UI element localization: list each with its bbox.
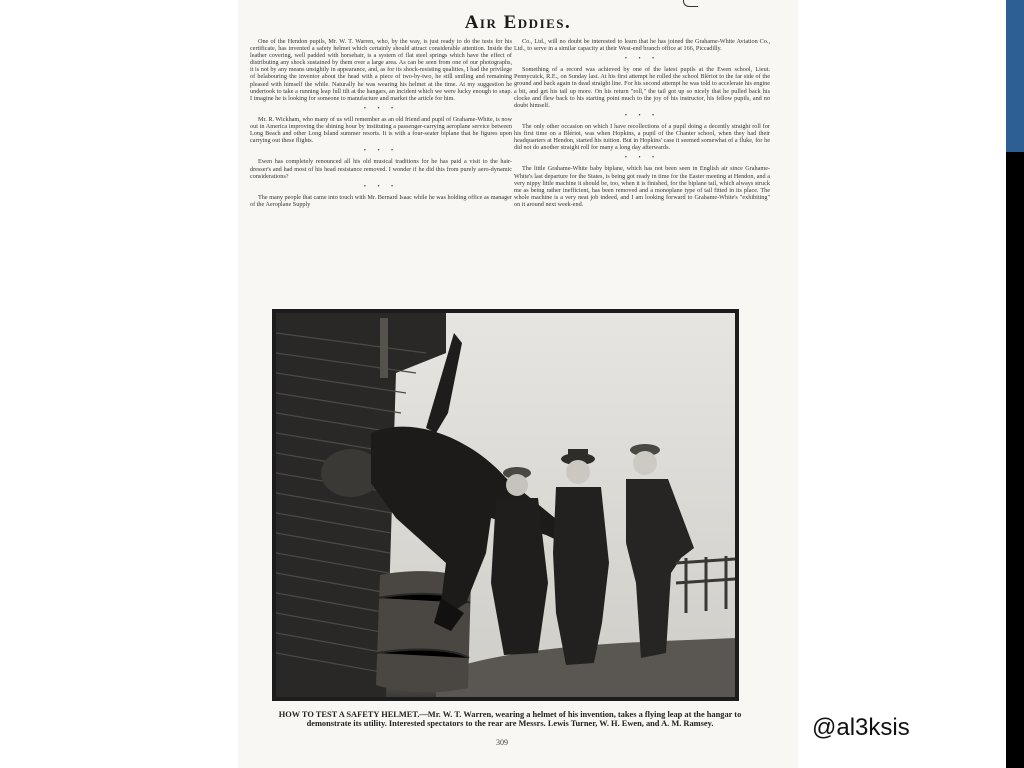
paragraph: Mr. R. Wickham, who many of us will remember as an old friend and pupil of Grahame-White, is now out in America improving the shining hour by instituting a passenger-carrying aeroplane service between Long Beach and other Long Island summer resorts. It is with a four-seater biplane that he figures upon carrying out these flights. — [250, 115, 512, 145]
slide-side-bar — [1006, 0, 1024, 768]
left-column — [250, 38, 512, 212]
article-title: Air Eddies. — [464, 12, 572, 33]
separator: • • • — [363, 148, 399, 155]
paragraph: The many people that came into touch with Mr. Bernard Isaac while he was holding office as manager of the Aeroplane Supply — [250, 193, 512, 208]
photo-scene — [276, 313, 735, 697]
slide-accent-bar — [1006, 0, 1024, 152]
paragraph: Co., Ltd., will no doubt be interested to learn that he has joined the Grahame-White Aviation Co., Ltd., to serve in a similar capacity at their West-end branch office at 166, Piccadilly. — [514, 38, 770, 53]
separator: • • • — [624, 155, 660, 162]
separator: • • • — [363, 183, 399, 190]
separator: • • • — [363, 105, 399, 112]
paragraph: One of the Hendon pupils, Mr. W. T. Warren, who, by the way, is just ready to do the tests for his certificate, has invented a safety helmet which certainly should attract considerable attention. Inside the leather covering, well padded with horsehair, is a system of flat steel springs which have the effect of distributing any shock sustained by them over a large area. As can be seen from one of our photographs, it is not by any means unsightly in appearance, and, as for its shock-resisting qualities, I had the privilege of belabouring the inventor about the head with a piece of two-by-two, he still smiling and remaining pleased with himself the while. Naturally he was wearing his helmet at the time. At my suggestion he undertook to take a running leap full tilt at the hangars, an incident which we were lucky enough to snap. I imagine he is looking for someone to manufacture and market the article for him. — [250, 38, 512, 102]
paragraph: Ewen has completely renounced all his old musical traditions for he has paid a visit to the hair-dresser's and had most of his head resistance removed. I wonder if he did this from purely aero-dynamic considerations? — [250, 158, 512, 180]
separator: • • • — [624, 112, 660, 119]
page-number: 309 — [496, 738, 508, 747]
right-column — [514, 38, 770, 212]
photo-caption: HOW TO TEST A SAFETY HELMET.—Mr. W. T. Warren, wearing a helmet of his invention, takes a flying leap at the hangar to demonstrate its utility. Interested spectators to the rear are Messrs. Lewis Turner, W. H. Ewen, and A. M. Ramsey. — [278, 710, 742, 729]
twitter-handle: @al3ksis — [812, 714, 910, 741]
separator: • • • — [624, 56, 660, 63]
paragraph: Something of a record was achieved by one of the latest pupils at the Ewen school, Lieut. Pennycuick, R.E., on Sunday last. At his first attempt he rolled the school Blériot to the far side of the ground and back again in dead straight line. For his second attempt he was told to accelerate his engine a bit, and get his tail up more. On his return "roll," the tail got up so nicely that he pulled back his clocke and flew back to his starting point much to the joy of his instructor, his fellow pupils, and no doubt himself. — [514, 66, 770, 109]
paragraph: The little Grahame-White baby biplane, which has not been seen in English air since Grahame-White's last departure for the States, is being got ready in time for the Easter meeting at Hendon, and a very nippy little machine it should be, too, when it is finished, for the biplane tail, which always struck me as being rather inefficient, has been removed and a monoplane type of tail fitted in its place. The whole machine is a very neat job indeed, and I am looking forward to Grahame-White's "exhibiting" on it around next week-end. — [514, 165, 770, 208]
helmet-test-photo — [272, 309, 739, 701]
photo-illustration — [276, 313, 735, 697]
page-corner-mark — [683, 0, 698, 7]
paragraph: The only other occasion on which I have recollections of a pupil doing a decently straight roll for his first time on a Blériot, was when Hopkins, a pupil of the Chanter school, when they had their headquarters at Hendon, started his tuition. But in Hopkins' case it seemed somewhat of a fluke, for he did not do another straight roll for many a long day afterwards. — [514, 122, 770, 152]
